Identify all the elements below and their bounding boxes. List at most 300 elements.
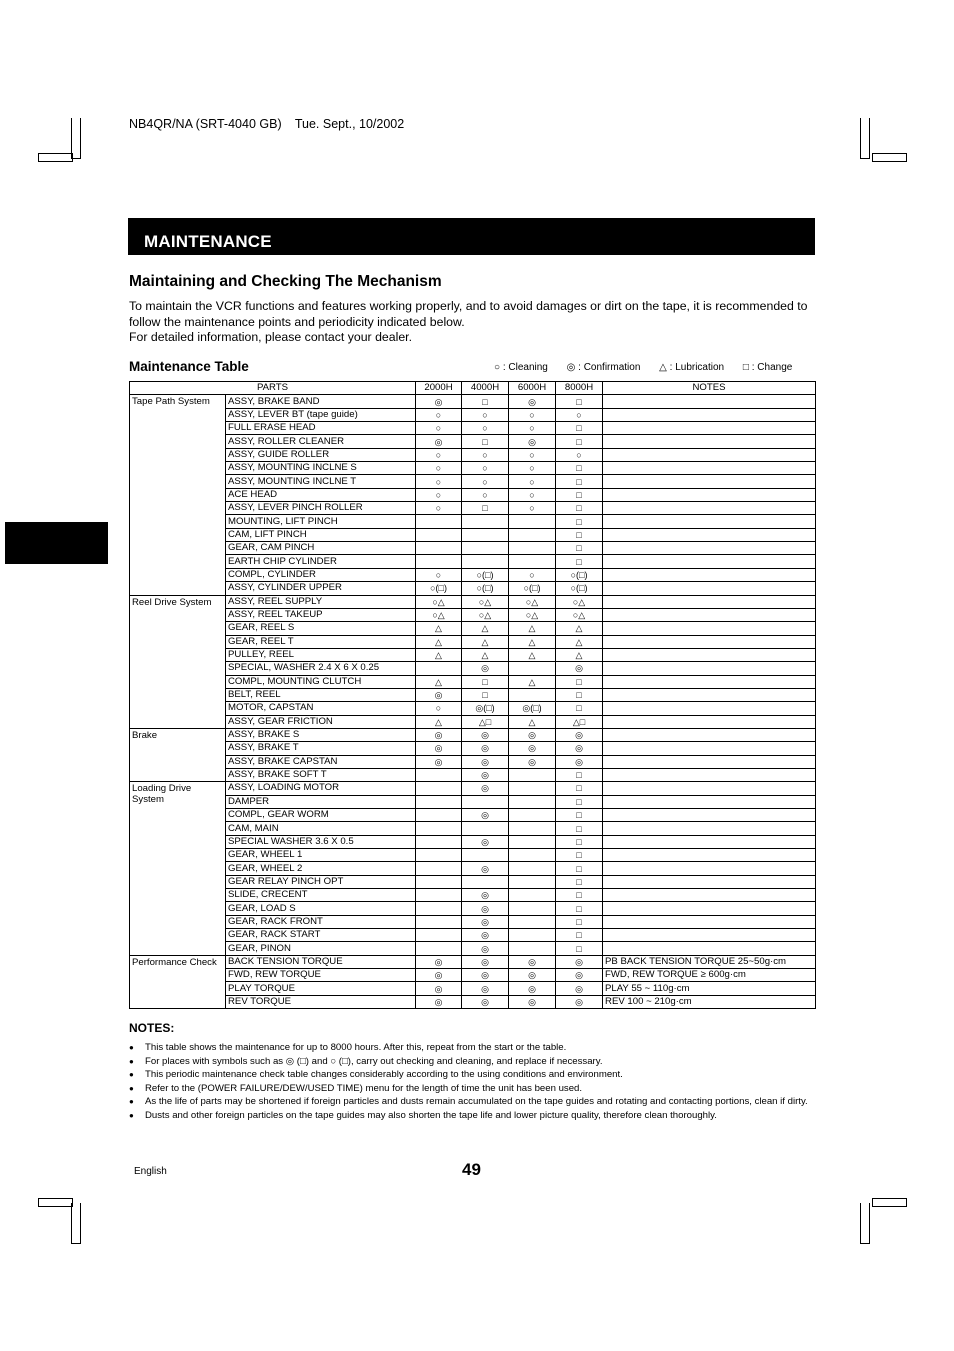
part-name: COMPL, CYLINDER bbox=[226, 568, 416, 581]
interval-4000h-cell: ○△ bbox=[462, 595, 509, 608]
note-cell bbox=[603, 688, 816, 701]
interval-2000h-cell: ◎ bbox=[416, 395, 462, 408]
interval-6000h-cell: ○ bbox=[509, 502, 556, 515]
interval-6000h-cell bbox=[509, 822, 556, 835]
note-cell bbox=[603, 809, 816, 822]
note-cell: PB BACK TENSION TORQUE 25~50g·cm bbox=[603, 955, 816, 968]
interval-6000h-cell bbox=[509, 902, 556, 915]
table-row bbox=[130, 902, 816, 915]
interval-8000h-cell: ◎ bbox=[556, 955, 603, 968]
interval-2000h-cell bbox=[416, 862, 462, 875]
part-name: GEAR, LOAD S bbox=[226, 902, 416, 915]
table-row bbox=[130, 849, 816, 862]
interval-6000h-cell: ○ bbox=[509, 475, 556, 488]
note-cell bbox=[603, 889, 816, 902]
col-8000h: 8000H bbox=[556, 382, 603, 395]
interval-4000h-cell: ◎ bbox=[462, 929, 509, 942]
interval-4000h-cell: ○ bbox=[462, 422, 509, 435]
note-item: ● This periodic maintenance check table changes considerably according to the using conditions and environment. bbox=[129, 1069, 623, 1080]
document-header bbox=[129, 117, 414, 131]
interval-4000h-cell: ○(□) bbox=[462, 568, 509, 581]
part-name: ACE HEAD bbox=[226, 488, 416, 501]
interval-2000h-cell bbox=[416, 782, 462, 795]
interval-2000h-cell: ○ bbox=[416, 702, 462, 715]
interval-6000h-cell bbox=[509, 782, 556, 795]
interval-6000h-cell bbox=[509, 862, 556, 875]
interval-8000h-cell: △□ bbox=[556, 715, 603, 728]
part-name: ASSY, BRAKE CAPSTAN bbox=[226, 755, 416, 768]
part-name: ASSY, REEL TAKEUP bbox=[226, 608, 416, 621]
table-row bbox=[130, 595, 816, 608]
interval-6000h-cell bbox=[509, 768, 556, 781]
maintenance-table bbox=[129, 381, 816, 1009]
intro-paragraph: To maintain the VCR functions and features working properly, and to avoid damages or dirt on the tape, it is recommended to follow the maintenance points and periodicity indicated below. bbox=[129, 299, 808, 329]
interval-2000h-cell bbox=[416, 809, 462, 822]
interval-4000h-cell: ◎ bbox=[462, 889, 509, 902]
footer-language: English bbox=[134, 1166, 167, 1177]
interval-6000h-cell: ○ bbox=[509, 568, 556, 581]
interval-6000h-cell: △ bbox=[509, 675, 556, 688]
table-row bbox=[130, 742, 816, 755]
interval-6000h-cell: ○(□) bbox=[509, 582, 556, 595]
interval-4000h-cell: ○△ bbox=[462, 608, 509, 621]
interval-8000h-cell: △ bbox=[556, 635, 603, 648]
note-cell bbox=[603, 929, 816, 942]
part-name: SLIDE, CRECENT bbox=[226, 889, 416, 902]
table-row bbox=[130, 462, 816, 475]
part-name: GEAR, RACK FRONT bbox=[226, 915, 416, 928]
interval-6000h-cell: ◎ bbox=[509, 755, 556, 768]
group-name: Brake bbox=[130, 728, 226, 781]
interval-2000h-cell: ◎ bbox=[416, 742, 462, 755]
part-name: ASSY, LEVER PINCH ROLLER bbox=[226, 502, 416, 515]
note-cell bbox=[603, 555, 816, 568]
part-name: FULL ERASE HEAD bbox=[226, 422, 416, 435]
note-cell bbox=[603, 915, 816, 928]
table-row bbox=[130, 955, 816, 968]
interval-6000h-cell: ◎(□) bbox=[509, 702, 556, 715]
note-cell bbox=[603, 702, 816, 715]
interval-4000h-cell: □ bbox=[462, 395, 509, 408]
interval-4000h-cell: ○ bbox=[462, 448, 509, 461]
bullet-icon: ● bbox=[129, 1070, 134, 1079]
interval-2000h-cell bbox=[416, 942, 462, 955]
interval-2000h-cell bbox=[416, 929, 462, 942]
interval-8000h-cell: ◎ bbox=[556, 982, 603, 995]
col-6000h: 6000H bbox=[509, 382, 556, 395]
note-cell bbox=[603, 782, 816, 795]
interval-6000h-cell bbox=[509, 889, 556, 902]
interval-8000h-cell: ○(□) bbox=[556, 568, 603, 581]
interval-4000h-cell: ○ bbox=[462, 408, 509, 421]
interval-8000h-cell: □ bbox=[556, 875, 603, 888]
interval-6000h-cell bbox=[509, 835, 556, 848]
bullet-icon: ● bbox=[129, 1056, 134, 1066]
symbol-legend bbox=[494, 362, 792, 373]
part-name: MOTOR, CAPSTAN bbox=[226, 702, 416, 715]
interval-8000h-cell: □ bbox=[556, 542, 603, 555]
table-row bbox=[130, 662, 816, 675]
interval-6000h-cell: △ bbox=[509, 715, 556, 728]
table-row bbox=[130, 889, 816, 902]
part-name: ASSY, LOADING MOTOR bbox=[226, 782, 416, 795]
interval-4000h-cell: ◎ bbox=[462, 768, 509, 781]
legend-cleaning: ○ : Cleaning bbox=[494, 362, 548, 373]
note-cell bbox=[603, 742, 816, 755]
interval-6000h-cell: ◎ bbox=[509, 395, 556, 408]
interval-2000h-cell bbox=[416, 849, 462, 862]
interval-8000h-cell: □ bbox=[556, 462, 603, 475]
interval-8000h-cell: □ bbox=[556, 395, 603, 408]
table-row bbox=[130, 395, 816, 408]
note-cell bbox=[603, 488, 816, 501]
col-2000h: 2000H bbox=[416, 382, 462, 395]
interval-6000h-cell bbox=[509, 915, 556, 928]
interval-8000h-cell: □ bbox=[556, 849, 603, 862]
interval-2000h-cell: ○ bbox=[416, 422, 462, 435]
note-cell bbox=[603, 795, 816, 808]
part-name: ASSY, MOUNTING INCLNE S bbox=[226, 462, 416, 475]
interval-8000h-cell: □ bbox=[556, 809, 603, 822]
interval-6000h-cell: ◎ bbox=[509, 969, 556, 982]
note-cell bbox=[603, 902, 816, 915]
interval-2000h-cell: △ bbox=[416, 675, 462, 688]
interval-4000h-cell: ◎ bbox=[462, 915, 509, 928]
interval-8000h-cell: □ bbox=[556, 795, 603, 808]
interval-2000h-cell: ○ bbox=[416, 462, 462, 475]
side-tab-marker bbox=[5, 522, 108, 564]
interval-2000h-cell: ◎ bbox=[416, 955, 462, 968]
interval-8000h-cell: □ bbox=[556, 889, 603, 902]
note-cell bbox=[603, 728, 816, 741]
interval-2000h-cell: △ bbox=[416, 648, 462, 661]
table-row bbox=[130, 995, 816, 1008]
interval-2000h-cell bbox=[416, 889, 462, 902]
interval-2000h-cell: ○ bbox=[416, 408, 462, 421]
interval-8000h-cell: □ bbox=[556, 488, 603, 501]
note-item: ● Refer to the (POWER FAILURE/DEW/USED TIME) menu for the length of time the unit has been used. bbox=[129, 1082, 583, 1094]
interval-4000h-cell: ◎ bbox=[462, 955, 509, 968]
table-row bbox=[130, 622, 816, 635]
interval-6000h-cell: ○ bbox=[509, 422, 556, 435]
table-row bbox=[130, 675, 816, 688]
interval-4000h-cell: □ bbox=[462, 435, 509, 448]
interval-2000h-cell: ○ bbox=[416, 448, 462, 461]
interval-4000h-cell: ◎ bbox=[462, 728, 509, 741]
interval-4000h-cell bbox=[462, 849, 509, 862]
interval-4000h-cell: ◎ bbox=[462, 755, 509, 768]
crop-mark-top-left bbox=[38, 118, 84, 163]
interval-2000h-cell bbox=[416, 822, 462, 835]
part-name: PULLEY, REEL bbox=[226, 648, 416, 661]
note-cell bbox=[603, 635, 816, 648]
legend-confirmation: ◎ : Confirmation bbox=[566, 362, 641, 373]
note-item: ● As the life of parts may be shortened if foreign particles and dusts remain accumulated on the tape guides and rotating and contacting portions, clean if dirty. bbox=[129, 1096, 808, 1107]
interval-6000h-cell: ◎ bbox=[509, 995, 556, 1008]
interval-2000h-cell: ◎ bbox=[416, 688, 462, 701]
interval-6000h-cell bbox=[509, 515, 556, 528]
table-row bbox=[130, 515, 816, 528]
part-name: ASSY, BRAKE T bbox=[226, 742, 416, 755]
part-name: GEAR, REEL S bbox=[226, 622, 416, 635]
table-row bbox=[130, 915, 816, 928]
note-item: ● Dusts and other foreign particles on the tape guides may also shorten the tape life and lower picture quality, therefore clean thoroughly. bbox=[129, 1109, 717, 1121]
table-row bbox=[130, 435, 816, 448]
interval-4000h-cell: ◎ bbox=[462, 902, 509, 915]
part-name: EARTH CHIP CYLINDER bbox=[226, 555, 416, 568]
interval-2000h-cell: ◎ bbox=[416, 755, 462, 768]
interval-4000h-cell: △ bbox=[462, 635, 509, 648]
note-cell bbox=[603, 595, 816, 608]
note-cell bbox=[603, 715, 816, 728]
interval-6000h-cell: △ bbox=[509, 648, 556, 661]
interval-2000h-cell bbox=[416, 662, 462, 675]
note-cell bbox=[603, 448, 816, 461]
interval-8000h-cell: □ bbox=[556, 475, 603, 488]
part-name: MOUNTING, LIFT PINCH bbox=[226, 515, 416, 528]
interval-6000h-cell: △ bbox=[509, 635, 556, 648]
part-name: GEAR, PINON bbox=[226, 942, 416, 955]
part-name: SPECIAL, WASHER 2.4 X 6 X 0.25 bbox=[226, 662, 416, 675]
interval-4000h-cell: ○ bbox=[462, 462, 509, 475]
interval-4000h-cell bbox=[462, 795, 509, 808]
part-name: BELT, REEL bbox=[226, 688, 416, 701]
note-cell bbox=[603, 835, 816, 848]
interval-8000h-cell: ◎ bbox=[556, 662, 603, 675]
interval-6000h-cell bbox=[509, 875, 556, 888]
note-cell bbox=[603, 942, 816, 955]
note-cell bbox=[603, 608, 816, 621]
part-name: ASSY, GUIDE ROLLER bbox=[226, 448, 416, 461]
table-row bbox=[130, 782, 816, 795]
note-cell bbox=[603, 648, 816, 661]
group-name: Tape Path System bbox=[130, 395, 226, 595]
note-cell bbox=[603, 475, 816, 488]
interval-8000h-cell: □ bbox=[556, 675, 603, 688]
interval-2000h-cell bbox=[416, 795, 462, 808]
table-row bbox=[130, 688, 816, 701]
interval-2000h-cell: ◎ bbox=[416, 982, 462, 995]
interval-2000h-cell: ○△ bbox=[416, 595, 462, 608]
table-row bbox=[130, 635, 816, 648]
section-banner bbox=[128, 218, 815, 255]
group-name: Reel Drive System bbox=[130, 595, 226, 728]
note-cell bbox=[603, 568, 816, 581]
part-name: ASSY, BRAKE SOFT T bbox=[226, 768, 416, 781]
table-row bbox=[130, 555, 816, 568]
part-name: ASSY, ROLLER CLEANER bbox=[226, 435, 416, 448]
interval-4000h-cell: ◎ bbox=[462, 835, 509, 848]
part-name: COMPL, MOUNTING CLUTCH bbox=[226, 675, 416, 688]
interval-4000h-cell: ◎ bbox=[462, 969, 509, 982]
interval-2000h-cell: ○(□) bbox=[416, 582, 462, 595]
interval-6000h-cell bbox=[509, 662, 556, 675]
interval-8000h-cell: □ bbox=[556, 822, 603, 835]
interval-2000h-cell: ◎ bbox=[416, 435, 462, 448]
table-body bbox=[130, 395, 816, 1009]
bullet-icon: ● bbox=[129, 1110, 134, 1120]
part-name: ASSY, GEAR FRICTION bbox=[226, 715, 416, 728]
note-cell bbox=[603, 675, 816, 688]
table-row bbox=[130, 942, 816, 955]
note-cell: PLAY 55 ~ 110g·cm bbox=[603, 982, 816, 995]
interval-6000h-cell: ◎ bbox=[509, 435, 556, 448]
part-name: COMPL, GEAR WORM bbox=[226, 809, 416, 822]
note-cell bbox=[603, 462, 816, 475]
table-row bbox=[130, 648, 816, 661]
interval-4000h-cell: ◎ bbox=[462, 862, 509, 875]
interval-6000h-cell: △ bbox=[509, 622, 556, 635]
interval-4000h-cell bbox=[462, 555, 509, 568]
interval-8000h-cell: ○(□) bbox=[556, 582, 603, 595]
interval-8000h-cell: □ bbox=[556, 702, 603, 715]
note-cell bbox=[603, 755, 816, 768]
interval-4000h-cell: ◎ bbox=[462, 809, 509, 822]
part-name: GEAR, RACK START bbox=[226, 929, 416, 942]
interval-8000h-cell: □ bbox=[556, 835, 603, 848]
part-name: ASSY, LEVER BT (tape guide) bbox=[226, 408, 416, 421]
interval-8000h-cell: □ bbox=[556, 515, 603, 528]
table-row bbox=[130, 408, 816, 421]
interval-8000h-cell: ◎ bbox=[556, 995, 603, 1008]
note-cell bbox=[603, 822, 816, 835]
part-name: ASSY, MOUNTING INCLNE T bbox=[226, 475, 416, 488]
part-name: ASSY, BRAKE S bbox=[226, 728, 416, 741]
interval-8000h-cell: ○△ bbox=[556, 595, 603, 608]
col-4000h: 4000H bbox=[462, 382, 509, 395]
interval-8000h-cell: ○ bbox=[556, 408, 603, 421]
interval-4000h-cell: ◎ bbox=[462, 982, 509, 995]
interval-2000h-cell bbox=[416, 515, 462, 528]
part-name: FWD, REW TORQUE bbox=[226, 969, 416, 982]
note-cell bbox=[603, 435, 816, 448]
interval-2000h-cell: ◎ bbox=[416, 969, 462, 982]
print-date: Tue. Sept., 10/2002 bbox=[294, 117, 405, 131]
interval-4000h-cell: □ bbox=[462, 502, 509, 515]
interval-4000h-cell: □ bbox=[462, 688, 509, 701]
interval-8000h-cell: □ bbox=[556, 528, 603, 541]
part-name: ASSY, CYLINDER UPPER bbox=[226, 582, 416, 595]
interval-4000h-cell bbox=[462, 822, 509, 835]
interval-4000h-cell: ○ bbox=[462, 475, 509, 488]
interval-6000h-cell: ○ bbox=[509, 488, 556, 501]
interval-6000h-cell bbox=[509, 929, 556, 942]
interval-8000h-cell: □ bbox=[556, 688, 603, 701]
col-notes: NOTES bbox=[603, 382, 816, 395]
notes-list bbox=[129, 1041, 819, 1122]
table-title: Maintenance Table bbox=[129, 359, 249, 374]
bullet-icon: ● bbox=[129, 1043, 134, 1052]
interval-4000h-cell bbox=[462, 542, 509, 555]
interval-4000h-cell: △ bbox=[462, 622, 509, 635]
group-name: Loading Drive System bbox=[130, 782, 226, 955]
table-row bbox=[130, 809, 816, 822]
interval-2000h-cell bbox=[416, 902, 462, 915]
interval-8000h-cell: □ bbox=[556, 768, 603, 781]
interval-6000h-cell: ○ bbox=[509, 448, 556, 461]
legend-change: □ : Change bbox=[742, 362, 793, 373]
table-row bbox=[130, 862, 816, 875]
table-row bbox=[130, 542, 816, 555]
part-name: CAM, LIFT PINCH bbox=[226, 528, 416, 541]
note-cell bbox=[603, 662, 816, 675]
note-cell: REV 100 ~ 210g·cm bbox=[603, 995, 816, 1008]
interval-8000h-cell: ◎ bbox=[556, 969, 603, 982]
table-row bbox=[130, 608, 816, 621]
intro-text bbox=[129, 299, 819, 346]
interval-2000h-cell bbox=[416, 915, 462, 928]
table-row bbox=[130, 528, 816, 541]
table-row bbox=[130, 582, 816, 595]
model-code: NB4QR/NA (SRT-4040 GB) bbox=[129, 117, 282, 131]
table-row bbox=[130, 702, 816, 715]
interval-6000h-cell: ◎ bbox=[509, 982, 556, 995]
note-item: ● For places with symbols such as ◎ (□) and ○ (□), carry out checking and cleaning, and replace if necessary. bbox=[129, 1055, 603, 1067]
interval-2000h-cell: △ bbox=[416, 622, 462, 635]
interval-6000h-cell: ○ bbox=[509, 408, 556, 421]
bullet-icon: ● bbox=[129, 1083, 134, 1093]
interval-4000h-cell bbox=[462, 515, 509, 528]
interval-4000h-cell: ○ bbox=[462, 488, 509, 501]
group-name: Performance Check bbox=[130, 955, 226, 1008]
interval-4000h-cell bbox=[462, 528, 509, 541]
interval-8000h-cell: □ bbox=[556, 915, 603, 928]
interval-2000h-cell bbox=[416, 528, 462, 541]
note-cell bbox=[603, 528, 816, 541]
interval-2000h-cell bbox=[416, 768, 462, 781]
interval-2000h-cell: ◎ bbox=[416, 995, 462, 1008]
table-row bbox=[130, 875, 816, 888]
interval-4000h-cell: □ bbox=[462, 675, 509, 688]
part-name: PLAY TORQUE bbox=[226, 982, 416, 995]
table-row bbox=[130, 929, 816, 942]
banner-title: MAINTENANCE bbox=[144, 232, 272, 251]
interval-4000h-cell: ◎ bbox=[462, 782, 509, 795]
table-row bbox=[130, 475, 816, 488]
table-row bbox=[130, 568, 816, 581]
note-cell bbox=[603, 502, 816, 515]
note-cell bbox=[603, 875, 816, 888]
bullet-icon: ● bbox=[129, 1097, 134, 1106]
table-row bbox=[130, 448, 816, 461]
interval-8000h-cell: △ bbox=[556, 622, 603, 635]
interval-2000h-cell: ○ bbox=[416, 475, 462, 488]
interval-2000h-cell bbox=[416, 835, 462, 848]
interval-8000h-cell: ○ bbox=[556, 448, 603, 461]
part-name: REV TORQUE bbox=[226, 995, 416, 1008]
interval-4000h-cell: △□ bbox=[462, 715, 509, 728]
crop-mark-bottom-right bbox=[860, 1198, 907, 1244]
interval-6000h-cell: ◎ bbox=[509, 955, 556, 968]
table-row bbox=[130, 969, 816, 982]
note-cell bbox=[603, 622, 816, 635]
interval-6000h-cell bbox=[509, 849, 556, 862]
interval-2000h-cell: ○ bbox=[416, 488, 462, 501]
notes-title: NOTES: bbox=[129, 1021, 175, 1035]
part-name: ASSY, REEL SUPPLY bbox=[226, 595, 416, 608]
interval-6000h-cell: ◎ bbox=[509, 742, 556, 755]
note-cell bbox=[603, 862, 816, 875]
part-name: GEAR, WHEEL 2 bbox=[226, 862, 416, 875]
interval-2000h-cell: △ bbox=[416, 635, 462, 648]
interval-4000h-cell bbox=[462, 875, 509, 888]
note-item: ● This table shows the maintenance for up to 8000 hours. After this, repeat from the start or the table. bbox=[129, 1042, 567, 1053]
part-name: GEAR RELAY PINCH OPT bbox=[226, 875, 416, 888]
interval-4000h-cell: ◎ bbox=[462, 995, 509, 1008]
part-name: CAM, MAIN bbox=[226, 822, 416, 835]
note-cell bbox=[603, 395, 816, 408]
interval-2000h-cell bbox=[416, 875, 462, 888]
